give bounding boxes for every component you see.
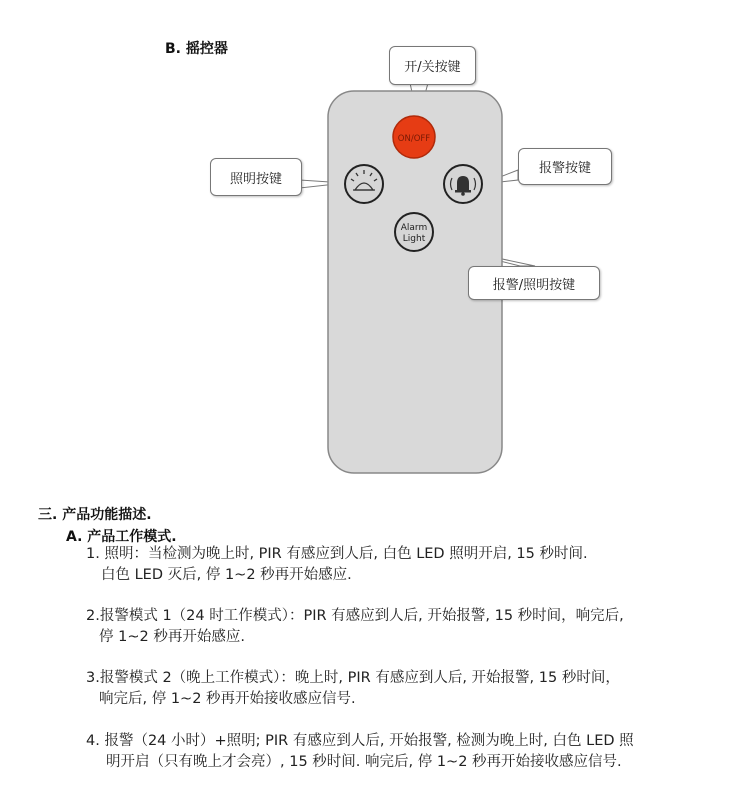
alarm-light-callout xyxy=(468,266,600,300)
light-callout xyxy=(210,158,302,196)
alarm-button[interactable] xyxy=(444,165,482,203)
power-button[interactable] xyxy=(393,116,435,158)
alarm-callout-text: 报警按键 xyxy=(538,161,591,176)
item-3-line-2: 响完后, 停 1~2 秒再开始接收感应信号. xyxy=(99,691,356,707)
item-2-line-1: 2.报警模式 1（24 时工作模式）：PIR 有感应到人后, 开始报警, 15 秒时间，响完后, xyxy=(86,608,624,624)
functions-section-heading: 三. 产品功能描述. xyxy=(38,507,152,523)
alarm-light-button[interactable] xyxy=(395,213,433,251)
remote-section-heading: B. 摇控器 xyxy=(165,41,228,57)
power-callout-text: 开/关按键 xyxy=(404,60,461,75)
alarm-callout xyxy=(518,148,612,185)
item-4-line-1: 4. 报警（24 小时）+照明; PIR 有感应到人后, 开始报警, 检测为晚上时, 白色 LED 照 xyxy=(86,733,634,749)
item-4-line-2: 明开启（只有晚上才会亮）, 15 秒时间. 响完后, 停 1~2 秒再开始接收感应信号. xyxy=(106,754,622,770)
list-item xyxy=(86,606,624,648)
alarm-light-label-1: Alarm xyxy=(400,223,428,233)
power-button-label: ON/OFF xyxy=(397,134,431,144)
alarm-light-label-2: Light xyxy=(402,234,426,244)
light-callout-text: 照明按键 xyxy=(229,171,282,187)
power-callout xyxy=(389,46,476,85)
item-3-line-1: 3.报警模式 2（晚上工作模式）：晚上时, PIR 有感应到人后, 开始报警, 15 秒时间， xyxy=(86,670,620,686)
list-item xyxy=(86,731,634,773)
list-item xyxy=(86,668,620,710)
modes-subheading: A. 产品工作模式. xyxy=(66,529,177,545)
item-1-line-2: 白色 LED 灭后, 停 1~2 秒再开始感应. xyxy=(101,567,352,583)
item-1-line-1: 1. 照明：当检测为晚上时, PIR 有感应到人后, 白色 LED 照明开启, 15 秒时间. xyxy=(86,546,588,562)
alarm-light-callout-text: 报警/照明按键 xyxy=(492,277,576,293)
list-item xyxy=(86,544,588,586)
item-2-line-2: 停 1~2 秒再开始感应. xyxy=(99,629,245,645)
light-button[interactable] xyxy=(345,165,383,203)
